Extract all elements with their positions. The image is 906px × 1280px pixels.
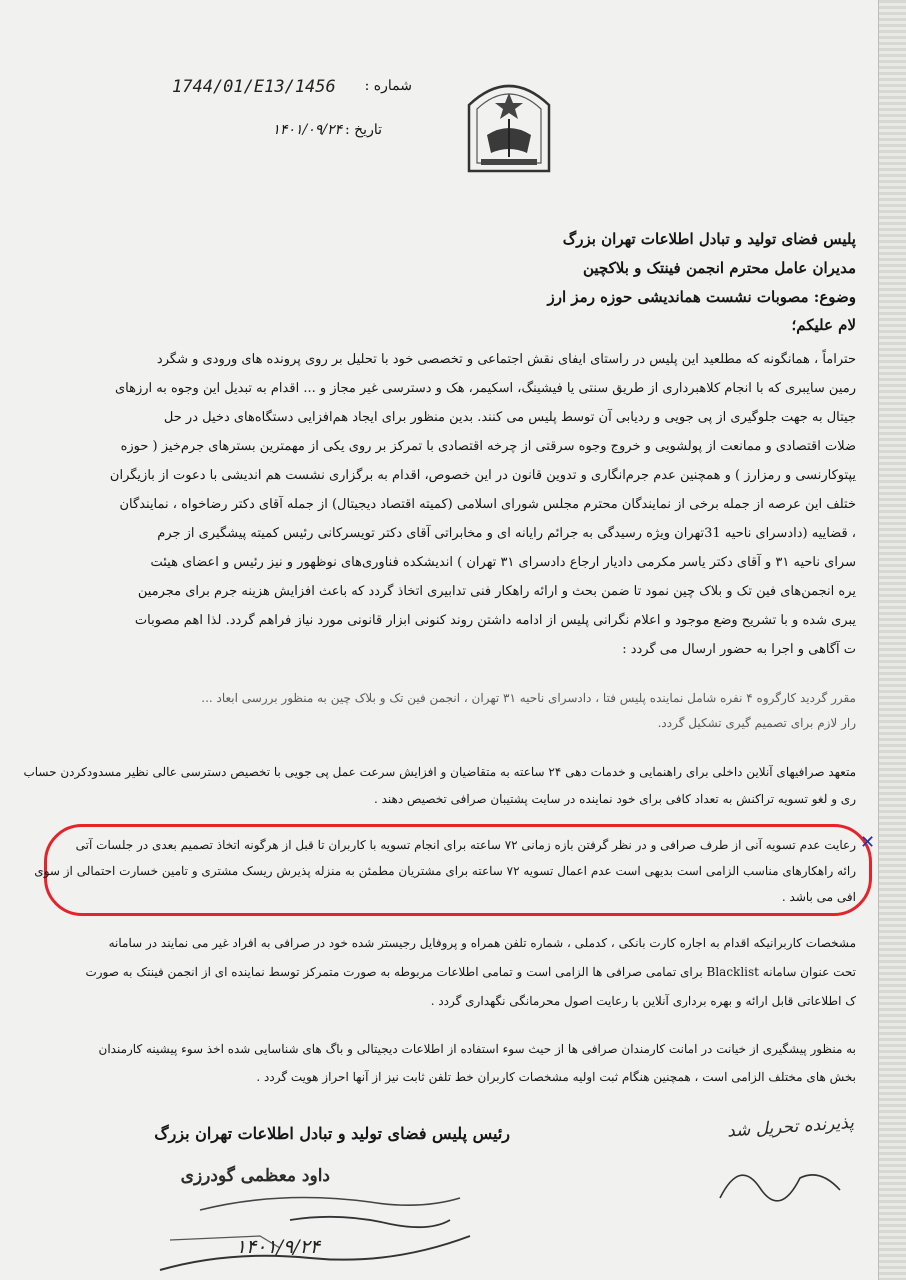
item-4-line: مشخصات کاربرانیکه اقدام به اجاره کارت بانکی ، کدملی ، شماره تلفن همراه و پروفایل رجیستر شده خود در صرافی به افراد غیر می نمایند در سامانه <box>108 936 856 950</box>
item-5-line: بخش های مختلف الزامی است ، همچنین هنگام ثبت اولیه مشخصات کاربران خط تلفن ثابت نیز از آنها احراز هویت گردد . <box>256 1070 856 1084</box>
body-line: یبری شده و با تشریح وضع موجود و اعلام نگرانی پلیس از ادامه داشتن روند کنونی ابزار قانونی مورد نیاز فراهم گردد. لذا اهم مصوبات <box>134 613 856 628</box>
recipient-from: پلیس فضای تولید و تبادل اطلاعات تهران بزرگ <box>562 230 856 248</box>
body-line: یره انجمن‌های فین تک و بلاک چین نمود تا ضمن بحث و ارائه راهکار فنی تدابیری اتخاذ گردد که باعث افزایش هزینه جرم برای مجرمین <box>137 584 856 599</box>
recipient-to: مدیران عامل محترم انجمن فینتک و بلاکچین <box>582 259 856 277</box>
official-stamp <box>140 1140 480 1280</box>
item-5-line: به منظور پیشگیری از خیانت در امانت کارمندان صرافی ها از حیث سوء استفاده از اطلاعات دیجیتالی و باگ های شناسایی شده اخذ سوء پیشینه کارمندان <box>98 1042 856 1056</box>
item-3-line: رائه راهکارهای مناسب الزامی است بدیهی است عدم اعمال تسویه ۷۲ ساعته برای مشتریان مطمئن به منزله پذیرش ریسک مشتری و تامین خسارت احتمالی از سوی <box>34 864 856 878</box>
letter-number: 1744/01/E13/1456 <box>172 77 336 97</box>
item-4-line: ک اطلاعاتی قابل ارائه و بهره برداری آنلاین با رعایت اصول محرمانگی نگهداری گردد . <box>430 994 856 1008</box>
body-line: ، قضاییه (دادسرای ناحیه 31تهران ویژه رسیدگی به جرائم رایانه ای و مخابراتی آقای دکتر تویسرکانی رئیس کمیته پیشگیری از جرم <box>157 526 856 541</box>
body-line: ت آگاهی و اجرا به حضور ارسال می گردد : <box>622 642 856 657</box>
signatory-title: رئیس پلیس فضای تولید و تبادل اطلاعات تهران بزرگ <box>154 1124 510 1143</box>
handwritten-note: پذیرنده تحریل شد <box>726 1112 855 1142</box>
body-line: سرای ناحیه ۳۱ و آقای دکتر یاسر مکرمی دادیار ارجاع دادسرای ۳۱ تهران ) اندیشکده فناوری‌های نوظهور و نیز رئیس و اعضای هیئت <box>150 555 856 570</box>
police-emblem-icon <box>465 75 553 173</box>
signatory-name: داود معظمی گودرزی <box>180 1166 330 1186</box>
body-line: ختلف این عرصه از جمله برخی از نمایندگان محترم مجلس شورای اسلامی (کمیته اقتصاد دیجیتال) از جمله آقای دکتر رضاخواه ، نمایندگان <box>119 497 856 512</box>
item-4-line: تحت عنوان سامانه Blacklist برای تمامی صرافی ها الزامی است و تمامی اطلاعات مربوطه به صورت متمرکز توسط نماینده ای از انجمن فینتک به صورت <box>85 965 856 979</box>
item-1-line: مقرر گردید کارگروه ۴ نفره شامل نماینده پلیس فتا ، دادسرای ناحیه ۳۱ تهران ، انجمن فین تک و بلاک چین به منظور بررسی ابعاد ... <box>201 691 856 705</box>
letter-subject: وضوع: مصوبات نشست هماندیشی حوزه رمز ارز <box>547 288 856 306</box>
item-2-line: ری و لغو تسویه تراکنش به تعداد کافی برای خود نماینده در سایت پشتیبان صرافی تخصیص دهند . <box>374 792 856 806</box>
body-line: رمین سایبری که با انجام کلاهبرداری از طریق سنتی یا فیشینگ، اسکیمر، هک و دسترسی غیر مجاز و ... اقدام به تبدیل این وجوه به ارزهای <box>114 381 856 396</box>
number-label: شماره : <box>364 78 412 94</box>
item-1-line: رار لازم برای تصمیم گیری تشکیل گردد. <box>657 716 856 730</box>
handwritten-signature <box>700 1138 860 1218</box>
body-line: یپتوکارنسی و رمزارز ) و همچنین عدم جرم‌انگاری و تدوین قانون در این خصوص، اقدام به برگزاری نشست هم اندیشی با دعوت از بازیگران <box>109 468 856 483</box>
date-label: تاریخ : <box>344 122 382 138</box>
item-2-line: متعهد صرافیهای آنلاین داخلی برای راهنمایی و خدمات دهی ۲۴ ساعته به متقاضیان و افزایش سرعت عمل پی جویی با تخصیص دسترسی عالی نظیر مسدودکردن حساب <box>23 765 856 779</box>
item-3-line: افی می باشد . <box>781 890 856 904</box>
item-3-line: رعایت عدم تسویه آنی از طرف صرافی و در نظر گرفتن بازه زمانی ۷۲ ساعته برای انجام تسویه با کاربران تا قبل از هرگونه اتخاذ تصمیم بعدی در جلسات آتی <box>75 838 856 852</box>
body-line: ضلات اقتصادی و ممانعت از پولشویی و خروج وجوه سرقتی از چرخه اقتصادی با تمرکز بر روی یکی از مهمترین بسترهای جرم‌خیز ( حوزه <box>120 439 856 454</box>
stamp-date: ۱۴۰۱/۹/۲۴ <box>235 1236 320 1258</box>
body-line: جیتال به جهت جلوگیری از پی جویی و ردیابی آن توسط پلیس می کنند. بدین منظور برای ایجاد هم‌افزایی دستگاه‌های دخیل در حل <box>163 410 856 425</box>
handwritten-x-mark: ✕ <box>860 832 876 853</box>
letter-date: ۱۴۰۱/۰۹/۲۴ <box>272 122 342 138</box>
greeting: لام علیکم؛ <box>791 316 856 334</box>
scan-edge <box>878 0 906 1280</box>
body-line: حتراماً ، همانگونه که مطلعید این پلیس در راستای ایفای نقش اجتماعی و تخصصی خود با تحلیل بر روی پرونده های ورودی و شگرد <box>156 352 856 367</box>
